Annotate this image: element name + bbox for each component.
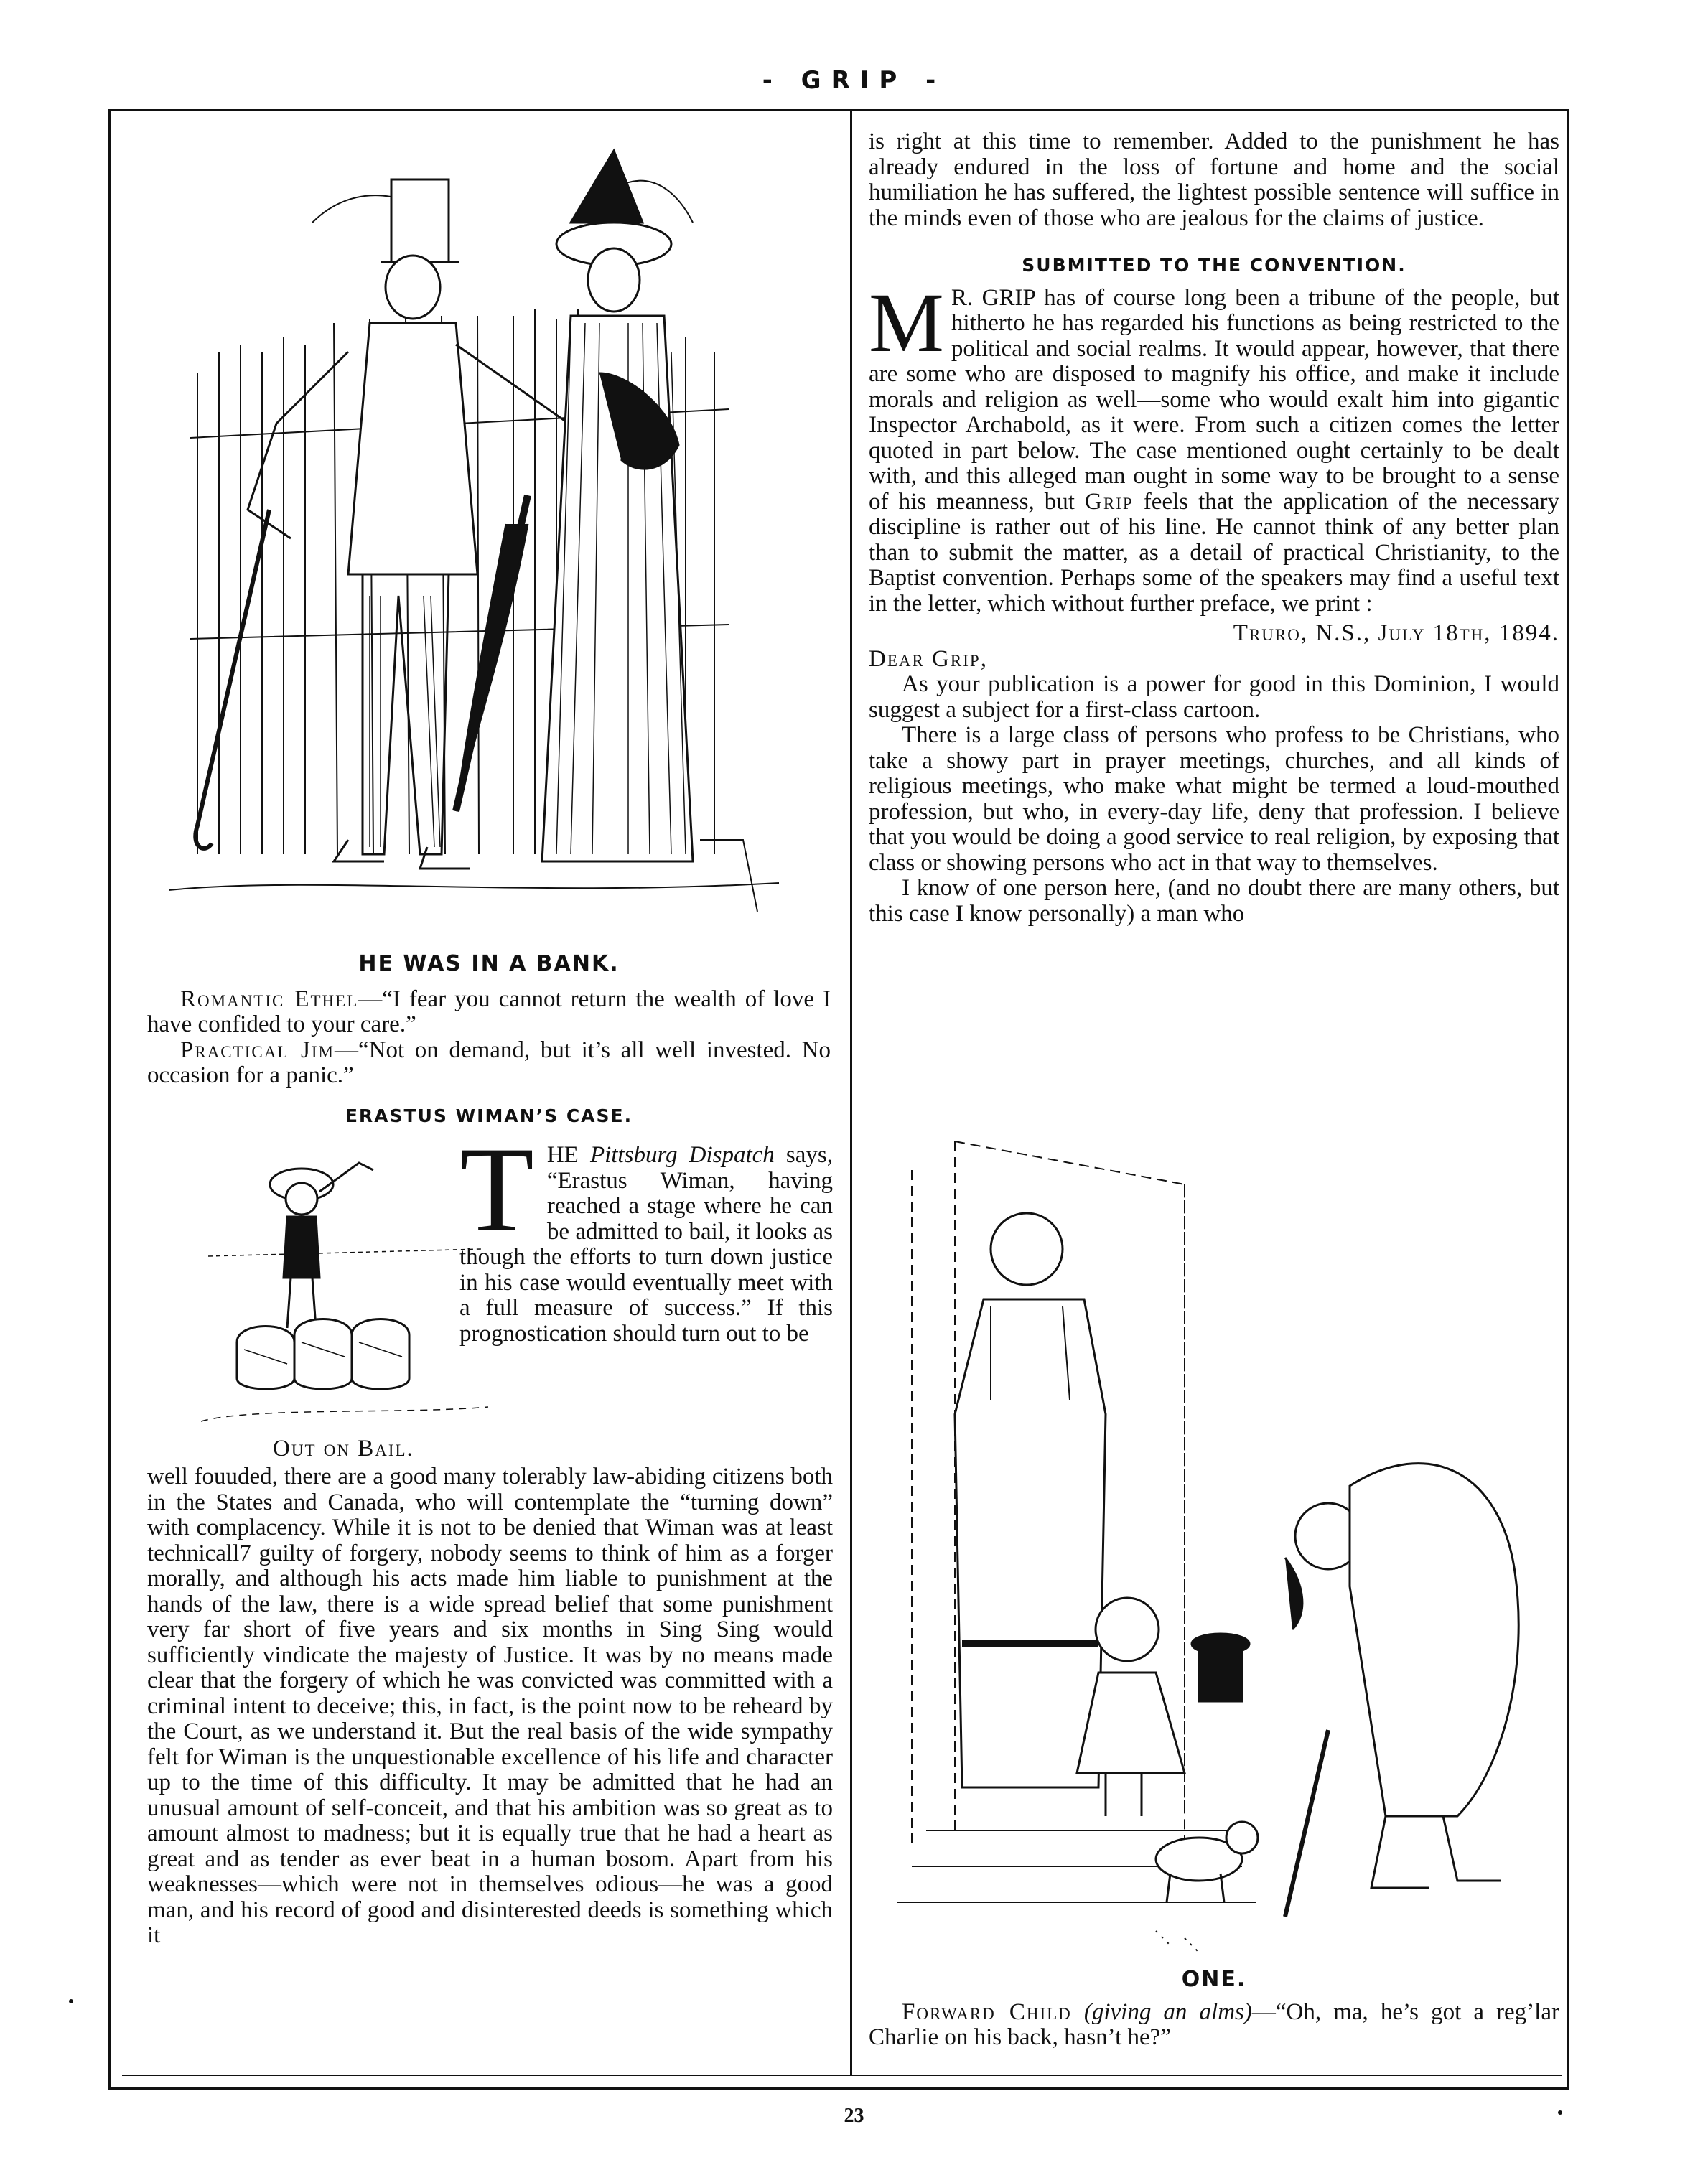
man-figure <box>195 179 607 869</box>
letter-salutation: Dear Grip, <box>869 645 988 672</box>
convention-heading: SUBMITTED TO THE CONVENTION. <box>1022 255 1406 276</box>
dialogue-line <box>147 1038 831 1089</box>
letter-dateline: Truro, N.S., July 18th, 1894. <box>1233 620 1559 646</box>
speaker-name: Practical Jim <box>180 1037 335 1063</box>
speaker-name: Forward Child <box>902 1998 1072 2025</box>
wiman-continuation: is right at this time to remember. Added to the punishment he has already endured in the loss of fortune and home and the social humiliation he has suffered, the lightest possible sentence will suffice in the minds even of those who are jealous for the claims of justice. <box>869 128 1559 231</box>
right-top-block <box>869 129 1559 927</box>
wiman-intro-block <box>459 1122 833 1347</box>
cartoon-one-text <box>869 1967 1559 2051</box>
dog-figure <box>1156 1822 1258 1902</box>
out-on-bail-illustration <box>194 1141 495 1428</box>
cartoon-bank-illustration <box>169 136 786 940</box>
woman-figure <box>456 151 693 861</box>
out-on-bail-caption: Out on Bail. <box>273 1436 414 1462</box>
cartoon-one-caption: ONE. <box>1181 1967 1247 1992</box>
cartoon-one-dialogue <box>869 2000 1559 2051</box>
dialogue-text: —“I fear you cannot return the wealth of love I have confided to your care.” <box>147 986 831 1037</box>
cartoon-one-illustration <box>883 1127 1551 1960</box>
convention-body <box>869 275 1559 617</box>
dialogue-text: —“Not on demand, but it’s all well invested. No occasion for a panic.” <box>147 1037 831 1088</box>
frame-inner-rule <box>122 2075 1562 2076</box>
speaker-name: Romantic Ethel <box>180 986 359 1012</box>
running-head: - GRIP - <box>762 66 946 95</box>
stage-direction: (giving an alms) <box>1083 1998 1252 2025</box>
grip-name: Grip <box>1085 488 1134 515</box>
convention-body-end: feels that the application of the necessary discipline is rather out of his line. He cannot think of any better plan than to submit the matter, as a detail of practical Christianity, to the Baptist convention. Perhaps some of the speakers may find a useful text in the letter, which without further preface, we print : <box>869 488 1559 617</box>
cartoon-bank-text <box>147 951 831 1089</box>
convention-body-start: R. GRIP has of course long been a tribune of the people, but hitherto he has regarded his functions as being restricted to the political and social realms. It would appear, however, that there are some who are disposed to magnify his office, and make it include morals and religion as well—some who would exalt him into gigantic Inspector Archabold, as it were. From such a citizen comes the letter quoted in part below. The case mentioned ought certainly to be dealt with, and this alleged man ought in some way to be brought to a sense of his meanness, but <box>869 284 1559 515</box>
margin-speck <box>69 1999 73 2003</box>
wiman-intro <box>459 1122 833 1347</box>
dropcap-m: M <box>869 275 944 370</box>
intro-start: HE <box>546 1142 590 1168</box>
cartoon-bank-caption: HE WAS IN A BANK. <box>358 951 620 976</box>
letter-paragraph: There is a large class of persons who profess to be Christians, who take a showy part in prayer meetings, churches, and all kinds of religious meetings, who make what might be termed a loud-mouthed profession, but who, in every-day life, deny that profession. I believe that you would be doing a good service to real religion, by exposing that class or showing persons who act in that way to themselves. <box>869 722 1559 876</box>
intro-rest: says, “Erastus Wiman, having reached a stage where he can be admitted to bail, it looks as though the efforts to turn down justice in his case would eventually meet with a full measure of success.” If this prognostication should turn out to be <box>459 1142 833 1347</box>
dialogue-text: —“Oh, ma, he’s got a reg’lar Charlie on his back, hasn’t he?” <box>869 1998 1559 2050</box>
wiman-body: well fouuded, there are a good many tolerably law-abiding citizens both in the States and Canada, who will contemplate the “turning down” with complacency. While it is not to be denied that Wiman was at least technicall7 guilty of forgery, nobody seems to think of him as a forger morally, and although his acts made him liable to punishment at the hands of the law, there is a wide spread belief that some punishment very far short of five years and six months in Sing Sing would sufficiently vindicate the majesty of Justice. It was by no means made clear that the forgery of which he was convicted was committed with a criminal intent to deceive; this, in fact, is the point now to be reheard by the Court, as we understand it. But the real basis of the wide sympathy felt for Wiman is the unquestionable excellence of his life and character up to the time of this difficulty. It may be admitted that he had an unusual amount of self-conceit, and that his ambition was so great as to amount almost to madness; but it is equally true that he had a heart as great and as tender as ever beat in a human bosom. Apart from his weaknesses—which were not in themselves odious—he was a good man, and his record of good and disinterested deeds is something which it <box>147 1464 833 1948</box>
dialogue-line <box>147 987 831 1038</box>
column-rule <box>850 111 852 2076</box>
mother-figure <box>955 1213 1106 1787</box>
letter-paragraph: As your publication is a power for good in this Dominion, I would suggest a subject for a first-class cartoon. <box>869 671 1559 723</box>
letter-paragraph: I know of one person here, (and no doubt there are many others, but this case I know personally) a man who <box>869 875 1559 927</box>
dropcap-t: T <box>459 1122 534 1257</box>
page-number: 23 <box>844 2105 864 2127</box>
margin-speck <box>1558 2110 1562 2115</box>
bail-bags <box>237 1319 409 1390</box>
wiman-body-block <box>147 1464 833 1949</box>
wiman-heading: ERASTUS WIMAN’S CASE. <box>345 1105 633 1126</box>
newspaper-name: Pittsburg Dispatch <box>589 1142 775 1168</box>
